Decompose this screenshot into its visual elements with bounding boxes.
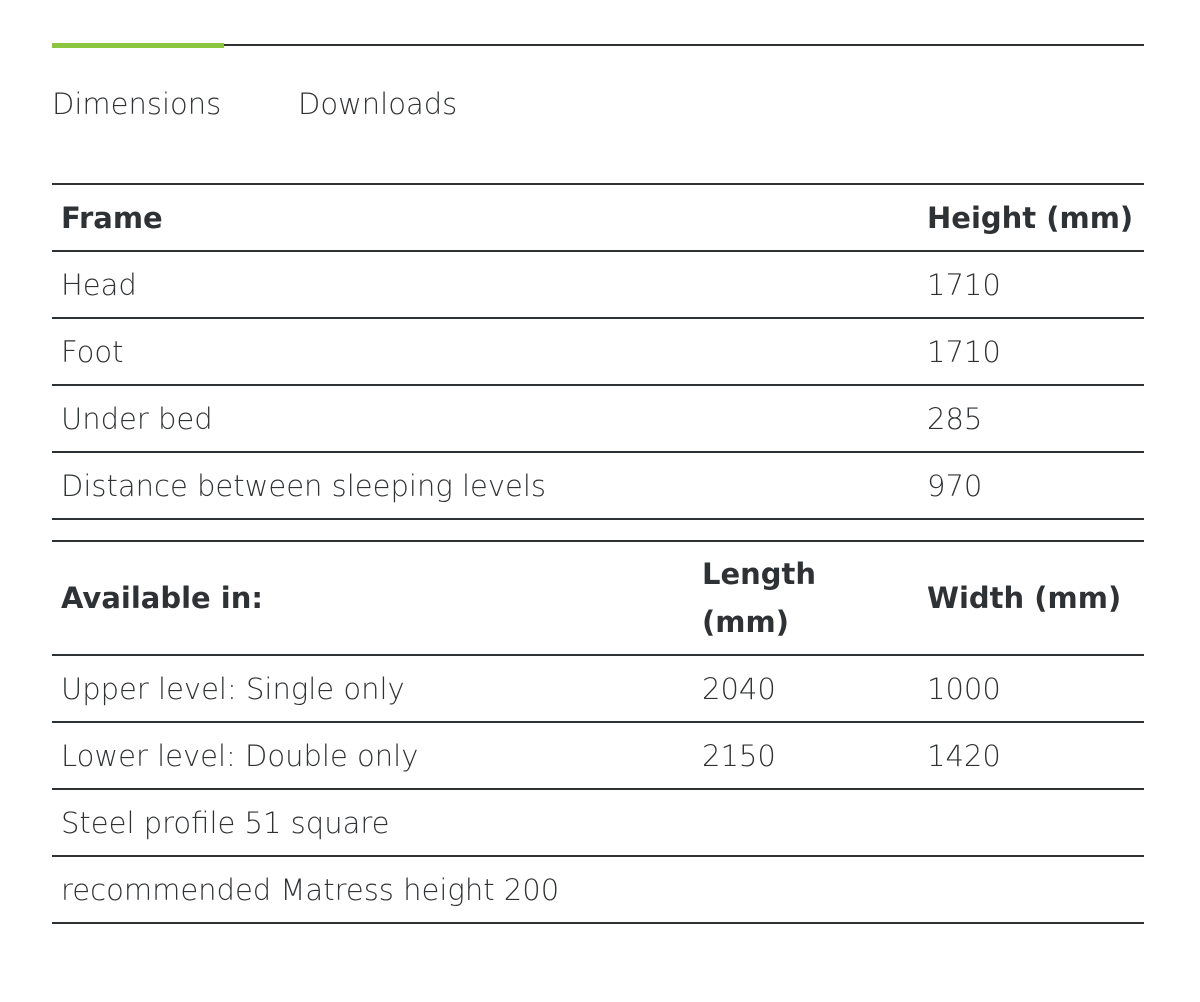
cell-width [918, 789, 1144, 856]
cell-length: 2150 [693, 722, 918, 789]
cell-size: Lower level: Double only [52, 722, 693, 789]
cell-length [693, 789, 918, 856]
column-header-frame: Frame [52, 184, 918, 251]
table-row [52, 789, 1144, 856]
table-header-row [52, 541, 1144, 655]
frame-dimensions-table [52, 183, 1144, 520]
cell-height: 970 [918, 452, 1144, 519]
table-row [52, 452, 1144, 519]
column-header-width: Width (mm) [918, 541, 1144, 655]
table-row [52, 251, 1144, 318]
cell-size: Upper level: Single only [52, 655, 693, 722]
cell-frame: Distance between sleeping levels [52, 452, 918, 519]
tab-dimensions[interactable]: Dimensions [52, 84, 221, 124]
tab-downloads[interactable]: Downloads [298, 84, 457, 124]
table-row [52, 385, 1144, 452]
cell-height: 1710 [918, 251, 1144, 318]
cell-width: 1000 [918, 655, 1144, 722]
cell-height: 1710 [918, 318, 1144, 385]
column-header-height: Height (mm) [918, 184, 1144, 251]
availability-table [52, 540, 1144, 924]
product-details [52, 0, 1144, 907]
table-row [52, 318, 1144, 385]
cell-width [918, 856, 1144, 923]
cell-length [693, 856, 918, 923]
cell-height: 285 [918, 385, 1144, 452]
column-header-available-in: Available in: [52, 541, 693, 655]
cell-size: recommended Matress height 200 [52, 856, 693, 923]
table-row [52, 722, 1144, 789]
column-header-length: Length (mm) [693, 541, 918, 655]
tab-bar [52, 0, 1144, 140]
cell-width: 1420 [918, 722, 1144, 789]
table-header-row [52, 184, 1144, 251]
cell-frame: Head [52, 251, 918, 318]
cell-frame: Under bed [52, 385, 918, 452]
table-row [52, 856, 1144, 923]
cell-frame: Foot [52, 318, 918, 385]
cell-length: 2040 [693, 655, 918, 722]
table-row [52, 655, 1144, 722]
active-tab-indicator [52, 43, 224, 48]
cell-size: Steel profile 51 square [52, 789, 693, 856]
